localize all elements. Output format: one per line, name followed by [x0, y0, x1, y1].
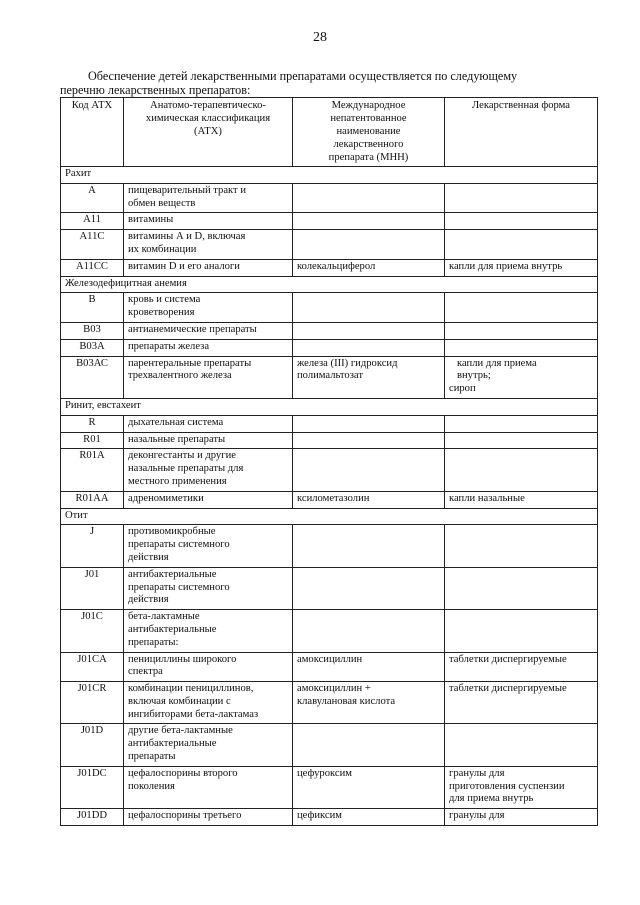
atc-name-line: антибактериальные	[128, 623, 217, 635]
dosage-form-cell	[445, 809, 598, 826]
atc-name-cell	[124, 449, 293, 491]
atc-name-line: местного применения	[128, 475, 227, 487]
mnn-cell	[293, 809, 445, 826]
mnn-cell	[293, 293, 445, 323]
atc-code-cell: J01CR	[61, 682, 124, 724]
header-mnn-line: непатентованное	[330, 113, 407, 124]
table-body	[61, 167, 598, 826]
atc-name-line: действия	[128, 551, 169, 563]
dosage-form-cell	[445, 724, 598, 766]
mnn-cell	[293, 449, 445, 491]
atc-name-line: цефалоспорины третьего	[128, 810, 242, 822]
page-number: 28	[313, 30, 327, 45]
table-row	[61, 809, 598, 826]
dosage-form-cell	[445, 766, 598, 808]
mnn-cell	[293, 491, 445, 508]
header-mnn-line: Международное	[331, 100, 406, 111]
header-form	[445, 98, 598, 167]
dosage-form-cell	[445, 213, 598, 230]
mnn-cell	[293, 230, 445, 260]
atc-name-line: бета-лактамные	[128, 611, 200, 623]
header-code	[61, 98, 124, 167]
atc-name-line: их комбинации	[128, 243, 197, 255]
atc-code-cell: R01АА	[61, 491, 124, 508]
atc-code-cell: J01	[61, 567, 124, 609]
atc-name-cell	[124, 230, 293, 260]
atc-name-line: поколения	[128, 780, 175, 792]
dosage-form-line: гранулы для	[449, 767, 505, 779]
dosage-form-cell	[445, 415, 598, 432]
atc-name-line: препараты системного	[128, 581, 230, 593]
atc-name-line: дыхательная система	[128, 416, 224, 428]
atc-code-cell: А11СС	[61, 259, 124, 276]
table-row	[61, 322, 598, 339]
atc-code-cell: В03	[61, 322, 124, 339]
atc-code-cell: В03АС	[61, 356, 124, 398]
drug-list-table	[60, 97, 598, 826]
atc-name-cell	[124, 766, 293, 808]
atc-name-line: назальные препараты	[128, 433, 226, 445]
dosage-form-line: таблетки диспергируемые	[449, 653, 567, 665]
atc-name-line: обмен веществ	[128, 197, 196, 209]
header-atc-line: (АТХ)	[194, 126, 222, 137]
header-mnn	[293, 98, 445, 167]
header-atc	[124, 98, 293, 167]
section-title: Рахит	[61, 167, 598, 184]
atc-name-cell	[124, 415, 293, 432]
mnn-line: цефиксим	[297, 810, 342, 822]
mnn-line: ксилометазолин	[297, 492, 370, 504]
header-mnn-line: препарата (МНН)	[328, 152, 409, 163]
mnn-cell	[293, 213, 445, 230]
atc-name-line: адреномиметики	[128, 492, 204, 504]
atc-name-cell	[124, 213, 293, 230]
dosage-form-cell	[445, 259, 598, 276]
dosage-form-cell	[445, 610, 598, 652]
atc-name-line: деконгестанты и другие	[128, 450, 236, 462]
mnn-line: железа (III) гидроксид	[297, 357, 398, 369]
dosage-form-line: внутрь;	[457, 370, 491, 382]
mnn-cell	[293, 356, 445, 398]
table-row	[61, 525, 598, 567]
atc-name-cell	[124, 356, 293, 398]
dosage-form-cell	[445, 491, 598, 508]
table-row	[61, 293, 598, 323]
dosage-form-cell	[445, 356, 598, 398]
table-row	[61, 415, 598, 432]
table-row	[61, 213, 598, 230]
table-row	[61, 766, 598, 808]
atc-code-cell: J01C	[61, 610, 124, 652]
atc-name-line: пенициллины широкого	[128, 653, 237, 665]
mnn-cell	[293, 339, 445, 356]
mnn-line: амоксициллин +	[297, 683, 371, 695]
dosage-form-cell	[445, 230, 598, 260]
dosage-form-cell	[445, 339, 598, 356]
atc-name-cell	[124, 809, 293, 826]
header-atc-line: химическая классификация	[145, 113, 271, 124]
mnn-cell	[293, 724, 445, 766]
atc-name-cell	[124, 491, 293, 508]
atc-name-cell	[124, 183, 293, 213]
mnn-cell	[293, 259, 445, 276]
intro-line-1	[60, 70, 600, 84]
mnn-cell	[293, 183, 445, 213]
header-code-line: Код АТХ	[71, 100, 113, 111]
atc-name-line: препараты железа	[128, 340, 210, 352]
dosage-form-cell	[445, 682, 598, 724]
mnn-cell	[293, 766, 445, 808]
section-row	[61, 167, 598, 184]
dosage-form-cell	[445, 432, 598, 449]
atc-name-line: витамин D и его аналоги	[128, 260, 240, 272]
header-form-line: Лекарственная форма	[472, 100, 570, 111]
atc-name-line: антианемические препараты	[128, 323, 257, 335]
dosage-form-line: приготовления суспензии	[449, 780, 565, 792]
mnn-cell	[293, 682, 445, 724]
dosage-form-cell	[445, 322, 598, 339]
intro-paragraph	[60, 70, 600, 97]
atc-code-cell: R01	[61, 432, 124, 449]
table-header-row	[61, 98, 598, 167]
atc-name-line: антибактериальные	[128, 738, 217, 750]
section-title: Ринит, евстахеит	[61, 398, 598, 415]
section-row	[61, 398, 598, 415]
atc-name-cell	[124, 322, 293, 339]
atc-name-line: препараты системного	[128, 539, 230, 551]
dosage-form-line: таблетки диспергируемые	[449, 683, 567, 695]
header-atc-line: Анатомо-терапевтическо-	[150, 100, 266, 111]
mnn-line: колекальциферол	[297, 260, 376, 272]
atc-name-line: комбинации пенициллинов,	[128, 683, 254, 695]
atc-name-cell	[124, 682, 293, 724]
mnn-line: амоксициллин	[297, 653, 363, 665]
atc-name-line: противомикробные	[128, 526, 216, 538]
atc-name-line: витамины	[128, 214, 174, 226]
atc-code-cell: А	[61, 183, 124, 213]
dosage-form-cell	[445, 567, 598, 609]
dosage-form-line: капли назальные	[449, 492, 525, 504]
intro-line-2: перечню лекарственных препаратов:	[60, 82, 251, 97]
atc-name-line: цефалоспорины второго	[128, 767, 238, 779]
mnn-line: полимальтозат	[297, 370, 363, 382]
atc-code-cell: J01DC	[61, 766, 124, 808]
table-row	[61, 652, 598, 682]
atc-name-cell	[124, 432, 293, 449]
dosage-form-line: сироп	[449, 383, 476, 395]
table-row	[61, 432, 598, 449]
mnn-cell	[293, 610, 445, 652]
dosage-form-cell	[445, 183, 598, 213]
atc-code-cell: J01CA	[61, 652, 124, 682]
mnn-cell	[293, 567, 445, 609]
atc-code-cell: J	[61, 525, 124, 567]
section-title: Отит	[61, 508, 598, 525]
dosage-form-line: гранулы для	[449, 810, 505, 822]
table-row	[61, 259, 598, 276]
table-row	[61, 449, 598, 491]
table-row	[61, 230, 598, 260]
atc-name-line: препараты:	[128, 636, 179, 648]
section-row	[61, 276, 598, 293]
atc-name-line: трехвалентного железа	[128, 370, 232, 382]
atc-code-cell: А11С	[61, 230, 124, 260]
atc-code-cell: R	[61, 415, 124, 432]
atc-code-cell: R01А	[61, 449, 124, 491]
atc-name-line: пищеварительный тракт и	[128, 184, 246, 196]
atc-name-cell	[124, 293, 293, 323]
atc-name-line: включая комбинации с	[128, 695, 231, 707]
intro-line-1-text: Обеспечение детей лекарственными препаратами осуществляется по следующему	[88, 69, 518, 83]
section-row	[61, 508, 598, 525]
atc-name-line: парентеральные препараты	[128, 357, 252, 369]
mnn-cell	[293, 415, 445, 432]
atc-code-cell: J01DD	[61, 809, 124, 826]
atc-name-cell	[124, 339, 293, 356]
atc-name-cell	[124, 259, 293, 276]
mnn-cell	[293, 652, 445, 682]
dosage-form-cell	[445, 449, 598, 491]
table-row	[61, 682, 598, 724]
dosage-form-line: капли для приема внутрь	[449, 260, 563, 272]
table-row	[61, 339, 598, 356]
atc-name-line: ингибиторами бета-лактамаз	[128, 708, 259, 720]
dosage-form-line: для приема внутрь	[449, 793, 534, 805]
table-row	[61, 610, 598, 652]
atc-name-cell	[124, 724, 293, 766]
atc-name-line: назальные препараты для	[128, 463, 244, 475]
table-row	[61, 724, 598, 766]
dosage-form-cell	[445, 293, 598, 323]
atc-code-cell: В	[61, 293, 124, 323]
atc-name-line: кровь и система	[128, 294, 201, 306]
atc-name-cell	[124, 610, 293, 652]
atc-name-line: антибактериальные	[128, 568, 217, 580]
atc-name-cell	[124, 652, 293, 682]
atc-code-cell: В03А	[61, 339, 124, 356]
mnn-line: клавулановая кислота	[297, 695, 396, 707]
dosage-form-cell	[445, 652, 598, 682]
atc-name-line: действия	[128, 594, 169, 606]
table-row	[61, 356, 598, 398]
table-row	[61, 491, 598, 508]
atc-name-line: кроветворения	[128, 307, 195, 319]
atc-name-line: витамины А и D, включая	[128, 231, 246, 243]
mnn-line: цефуроксим	[297, 767, 352, 779]
header-mnn-line: лекарственного	[333, 139, 404, 150]
section-title: Железодефицитная анемия	[61, 276, 598, 293]
header-mnn-line: наименование	[336, 126, 401, 137]
atc-name-line: другие бета-лактамные	[128, 725, 233, 737]
atc-code-cell: А11	[61, 213, 124, 230]
atc-code-cell: J01D	[61, 724, 124, 766]
mnn-cell	[293, 525, 445, 567]
mnn-cell	[293, 322, 445, 339]
table-row	[61, 567, 598, 609]
atc-name-line: спектра	[128, 666, 163, 678]
mnn-cell	[293, 432, 445, 449]
table-row	[61, 183, 598, 213]
dosage-form-cell	[445, 525, 598, 567]
atc-name-cell	[124, 567, 293, 609]
atc-name-line: препараты	[128, 751, 176, 763]
atc-name-cell	[124, 525, 293, 567]
dosage-form-line: капли для приема	[457, 357, 537, 369]
